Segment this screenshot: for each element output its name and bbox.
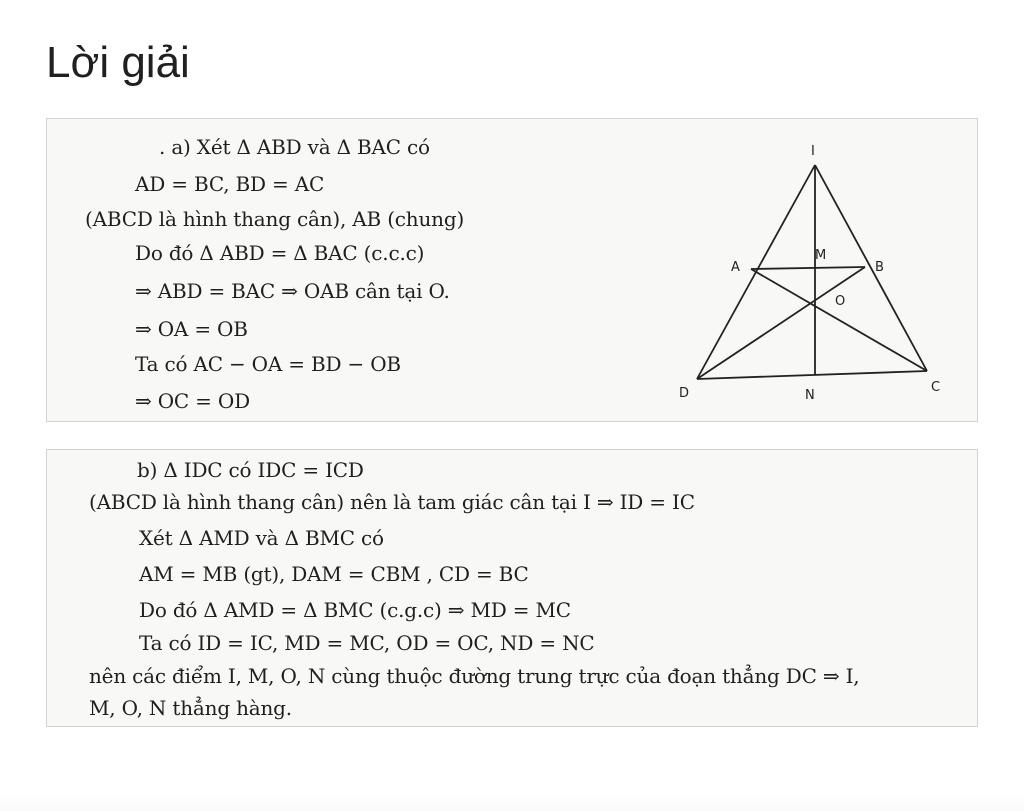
text-line: Xét Δ AMD và Δ BMC có: [139, 526, 384, 550]
bottom-edge: [0, 790, 1024, 811]
text-line: Do đó Δ AMD = Δ BMC (c.g.c) ⇒ MD = MC: [139, 598, 571, 622]
text-line: Do đó Δ ABD = Δ BAC (c.c.c): [135, 241, 425, 265]
label-I: I: [811, 144, 815, 159]
diagonal-BD: [697, 267, 865, 379]
label-N: N: [805, 388, 815, 403]
text-line: (ABCD là hình thang cân) nên là tam giác cân tại I ⇒ ID = IC: [89, 490, 695, 514]
page-title: Lời giải: [46, 38, 190, 87]
text-line: nên các điểm I, M, O, N cùng thuộc đường trung trực của đoạn thẳng DC ⇒ I,: [89, 664, 860, 688]
label-A: A: [731, 260, 740, 275]
label-O: O: [835, 294, 846, 309]
text-line: ⇒ OC = OD: [135, 389, 250, 413]
text-line: Ta có AC − OA = BD − OB: [135, 352, 401, 376]
label-D: D: [679, 386, 690, 401]
trapezoid-figure: [679, 129, 987, 409]
text-line: . a) Xét Δ ABD và Δ BAC có: [159, 135, 430, 159]
text-line: (ABCD là hình thang cân), AB (chung): [85, 207, 465, 231]
text-line: AD = BC, BD = AC: [135, 172, 325, 196]
solution-part-a: [46, 118, 978, 422]
text-line: AM = MB (gt), DAM = CBM , CD = BC: [139, 562, 529, 586]
label-B: B: [875, 260, 884, 275]
text-line: Ta có ID = IC, MD = MC, OD = OC, ND = NC: [139, 631, 595, 655]
text-line: ⇒ OA = OB: [135, 317, 248, 341]
text-line: b) Δ IDC có IDC = ICD: [137, 458, 364, 482]
solution-part-b: [46, 449, 978, 727]
label-C: C: [931, 380, 941, 395]
base-DC: [697, 371, 927, 379]
base-AB: [751, 267, 865, 269]
text-line: ⇒ ABD = BAC ⇒ OAB cân tại O.: [135, 279, 450, 303]
label-M: M: [815, 248, 827, 263]
text-line: M, O, N thẳng hàng.: [89, 696, 292, 720]
